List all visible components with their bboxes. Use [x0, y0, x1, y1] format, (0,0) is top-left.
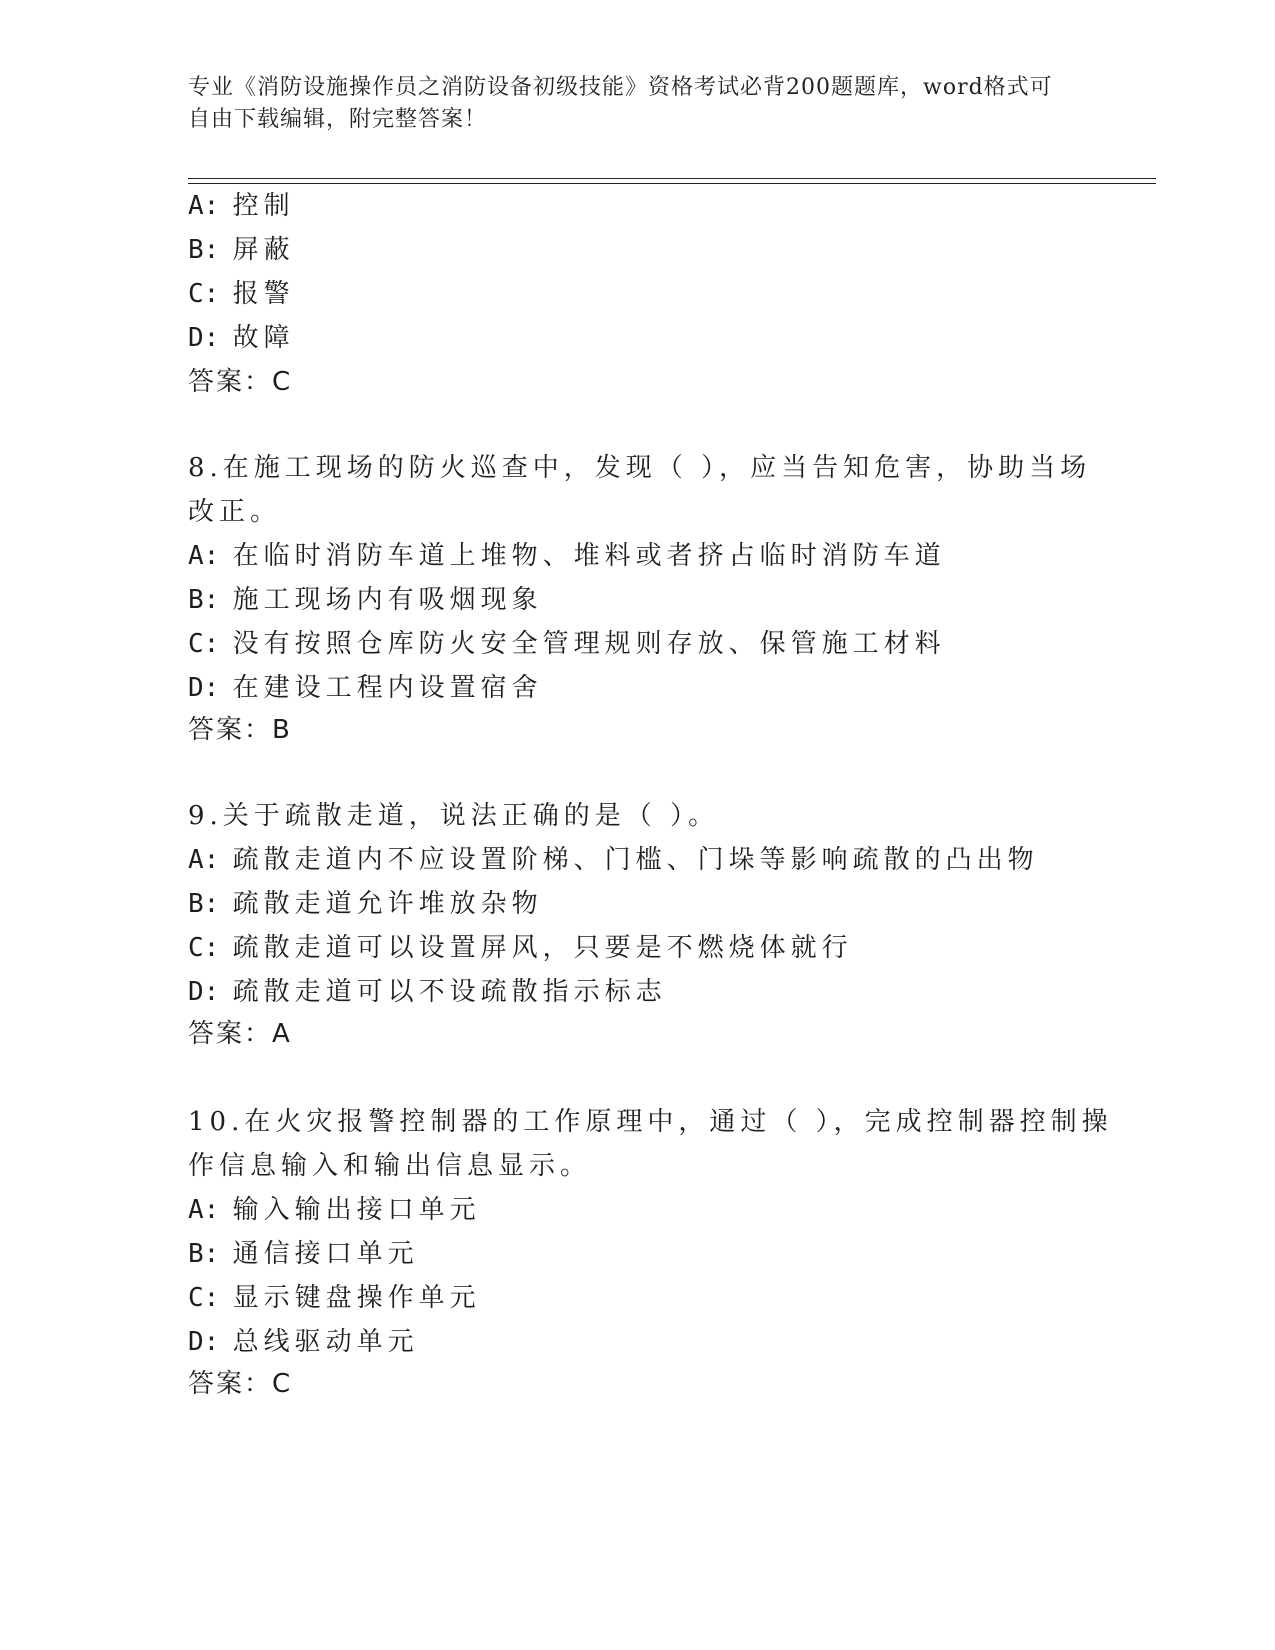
q10-option-c: C: 显示键盘操作单元 [188, 1283, 481, 1313]
header-divider-second [188, 183, 1156, 184]
q10-answer: 答案：C [188, 1369, 293, 1399]
q7-option-c: C: 报警 [188, 279, 295, 309]
q7-answer: 答案：C [188, 367, 293, 397]
q10-option-b: B: 通信接口单元 [188, 1239, 419, 1269]
q9-stem-line1: 9.关于疏散走道，说法正确的是（ ）。 [188, 801, 720, 831]
q10-option-a: A: 输入输出接口单元 [188, 1195, 481, 1225]
q10-option-d: D: 总线驱动单元 [188, 1327, 419, 1357]
q8-stem-line2: 改正。 [188, 497, 282, 527]
document-header: 专业《消防设施操作员之消防设备初级技能》资格考试必背200题题库，word格式可自由下载编辑，附完整答案！ [188, 75, 1053, 132]
header-divider [188, 178, 1156, 179]
q7-option-b: B: 屏蔽 [188, 235, 295, 265]
q10-stem-line2: 作信息输入和输出信息显示。 [188, 1151, 592, 1181]
q9-option-d: D: 疏散走道可以不设疏散指示标志 [188, 977, 667, 1007]
q9-option-b: B: 疏散走道允许堆放杂物 [188, 889, 543, 919]
q10-stem-line1: 10.在火灾报警控制器的工作原理中，通过（ ），完成控制器控制操 [188, 1107, 1113, 1137]
q8-option-b: B: 施工现场内有吸烟现象 [188, 585, 543, 615]
q7-option-a: A: 控制 [188, 191, 295, 221]
q8-option-c: C: 没有按照仓库防火安全管理规则存放、保管施工材料 [188, 629, 946, 659]
q8-option-a: A: 在临时消防车道上堆物、堆料或者挤占临时消防车道 [188, 541, 946, 571]
q9-option-a: A: 疏散走道内不应设置阶梯、门槛、门垛等影响疏散的凸出物 [188, 845, 1039, 875]
q8-option-d: D: 在建设工程内设置宿舍 [188, 673, 543, 703]
q9-answer: 答案：A [188, 1019, 292, 1049]
q8-answer: 答案：B [188, 715, 292, 745]
q9-option-c: C: 疏散走道可以设置屏风，只要是不燃烧体就行 [188, 933, 853, 963]
q7-option-d: D: 故障 [188, 323, 295, 353]
q8-stem-line1: 8.在施工现场的防火巡查中，发现（ ），应当告知危害，协助当场 [188, 453, 1092, 483]
